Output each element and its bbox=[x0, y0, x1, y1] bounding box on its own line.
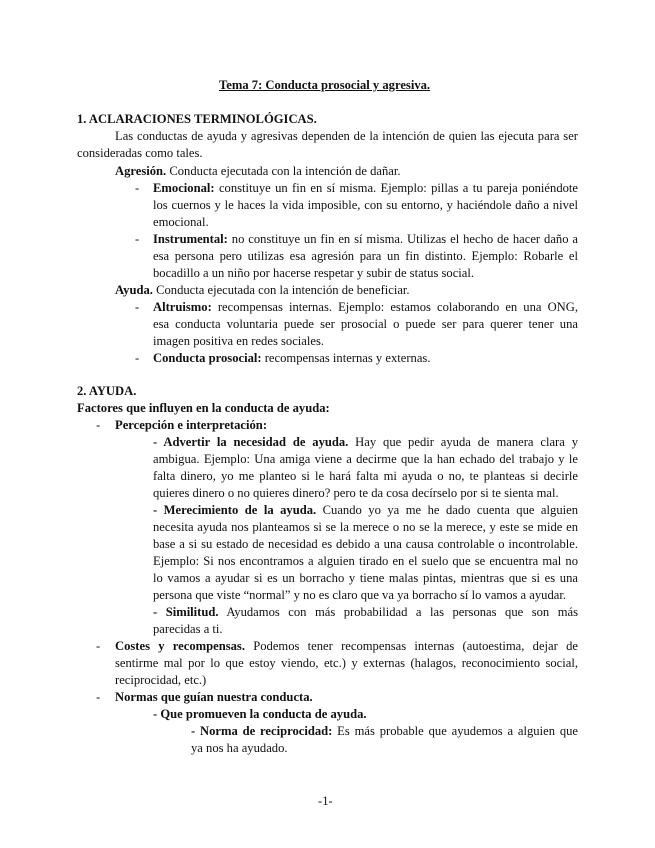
bullet-dash: - bbox=[96, 639, 101, 653]
ayuda-text: Conducta ejecutada con la intención de beneficiar. bbox=[152, 283, 410, 297]
instrumental-line-2: esa persona pero utilizas esa agresión para un fin distinto. Ejemplo: Robarle el bbox=[153, 249, 578, 263]
s1-intro-line-1: Las conductas de ayuda y agresivas dependen de la intención de quien las ejecuta para ser bbox=[115, 129, 578, 143]
agresion-definition bbox=[115, 163, 401, 180]
altruismo-line-3: imagen positiva en redes sociales. bbox=[153, 334, 325, 348]
section-1-heading: 1. ACLARACIONES TERMINOLÓGICAS. bbox=[77, 112, 317, 126]
bullet-dash: - bbox=[135, 300, 140, 314]
advertir-line-4: quieres dinero o no quieres dinero? pero te da cosa decírselo por si te sienta mal. bbox=[153, 486, 559, 500]
merecimiento-line-4: Ejemplo: Si nos encontramos a alguien tirado en el suelo que se encuentra mal no bbox=[153, 554, 578, 568]
promueven-heading: - Que promueven la conducta de ayuda. bbox=[153, 707, 367, 721]
costes-text: Podemos tener recompensas internas (autoestima, dejar de bbox=[244, 639, 578, 653]
altruismo-line-1 bbox=[153, 299, 578, 316]
emocional-term: Emocional: bbox=[153, 181, 215, 195]
similitud-line-2: parecidas a ti. bbox=[153, 622, 223, 636]
merecimiento-term: - Merecimiento de la ayuda. bbox=[153, 503, 317, 517]
emocional-line-3: emocional. bbox=[153, 215, 209, 229]
bullet-dash: - bbox=[135, 181, 140, 195]
reciprocidad-term: - Norma de reciprocidad: bbox=[191, 724, 333, 738]
advertir-line-1 bbox=[153, 434, 578, 451]
prosocial-line bbox=[153, 350, 430, 367]
emocional-line-1 bbox=[153, 180, 578, 197]
merecimiento-line-3: base a si su estado de necesidad es debido a una causa controlable o incontrolable. bbox=[153, 537, 578, 551]
s1-intro-line-2: consideradas como tales. bbox=[77, 146, 203, 160]
altruismo-text: recompensas internas. Ejemplo: estamos colaborando en una ONG, bbox=[211, 300, 578, 314]
page-number: -1- bbox=[318, 794, 333, 808]
merecimiento-line-2: necesita ayuda nos planteamos si se la merece o no se la merece, y este se mide en bbox=[153, 520, 578, 534]
advertir-line-2: ambigua. Ejemplo: Una amiga viene a decirme que la han echado del trabajo y le bbox=[153, 452, 578, 466]
bullet-dash: - bbox=[135, 351, 140, 365]
costes-line-1 bbox=[115, 638, 578, 655]
factores-heading: Factores que influyen en la conducta de ayuda: bbox=[77, 401, 330, 415]
costes-term: Costes y recompensas. bbox=[115, 639, 245, 653]
reciprocidad-line-2: ya nos ha ayudado. bbox=[191, 741, 288, 755]
similitud-line-1 bbox=[153, 604, 578, 621]
prosocial-term: Conducta prosocial: bbox=[153, 351, 262, 365]
bullet-dash: - bbox=[96, 690, 101, 704]
bullet-dash: - bbox=[96, 418, 101, 432]
advertir-line-3: falta dinero, yo me planteo si le hará falta mi ayuda o no, te planteas si decirle bbox=[153, 469, 578, 483]
merecimiento-text: Cuando yo ya me he dado cuenta que alguien bbox=[316, 503, 579, 517]
bullet-dash: - bbox=[135, 232, 140, 246]
section-2-heading: 2. AYUDA. bbox=[77, 384, 137, 398]
page-title: Tema 7: Conducta prosocial y agresiva. bbox=[219, 78, 431, 92]
ayuda-term: Ayuda. bbox=[115, 283, 153, 297]
instrumental-line-1 bbox=[153, 231, 578, 248]
ayuda-definition bbox=[115, 282, 410, 299]
instrumental-term: Instrumental: bbox=[153, 232, 228, 246]
prosocial-text: recompensas internas y externas. bbox=[261, 351, 431, 365]
similitud-term: - Similitud. bbox=[153, 605, 219, 619]
emocional-line-2: los cuernos y le haces la vida imposible, con su entorno, y haciéndole daño a nivel bbox=[153, 198, 578, 212]
advertir-text: Hay que pedir ayuda de manera clara y bbox=[348, 435, 578, 449]
costes-line-3: reciprocidad, etc.) bbox=[115, 673, 207, 687]
reciprocidad-line-1 bbox=[191, 723, 578, 740]
similitud-text: Ayudamos con más probabilidad a las personas que son más bbox=[218, 605, 579, 619]
agresion-term: Agresión. bbox=[115, 164, 167, 178]
percepcion-heading: Percepción e interpretación: bbox=[115, 418, 268, 432]
altruismo-term: Altruismo: bbox=[153, 300, 212, 314]
emocional-text: constituye un fin en sí misma. Ejemplo: pillas a tu pareja poniéndote bbox=[214, 181, 578, 195]
normas-heading: Normas que guían nuestra conducta. bbox=[115, 690, 313, 704]
merecimiento-line-1 bbox=[153, 502, 578, 519]
costes-line-2: sentirme mal por lo que estoy viendo, etc.) y externas (halagos, reconocimiento social, bbox=[115, 656, 578, 670]
instrumental-line-3: bocadillo a un niño por hacerse respetar y subir de status social. bbox=[153, 266, 475, 280]
merecimiento-line-5: lo vamos a ayudar si es un borracho y tiene malas pintas, mientras que si es una bbox=[153, 571, 578, 585]
merecimiento-line-6: persona que viste “normal” y no es claro que va ya borracho sí lo vamos a ayudar. bbox=[153, 588, 567, 602]
instrumental-text: no constituye un fin en sí misma. Utilizas el hecho de hacer daño a bbox=[227, 232, 578, 246]
advertir-term: - Advertir la necesidad de ayuda. bbox=[153, 435, 349, 449]
altruismo-line-2: esa conducta voluntaria puede ser prosocial o puede ser para querer tener una bbox=[153, 317, 578, 331]
reciprocidad-text: Es más probable que ayudemos a alguien que bbox=[332, 724, 579, 738]
agresion-text: Conducta ejecutada con la intención de dañar. bbox=[166, 164, 401, 178]
